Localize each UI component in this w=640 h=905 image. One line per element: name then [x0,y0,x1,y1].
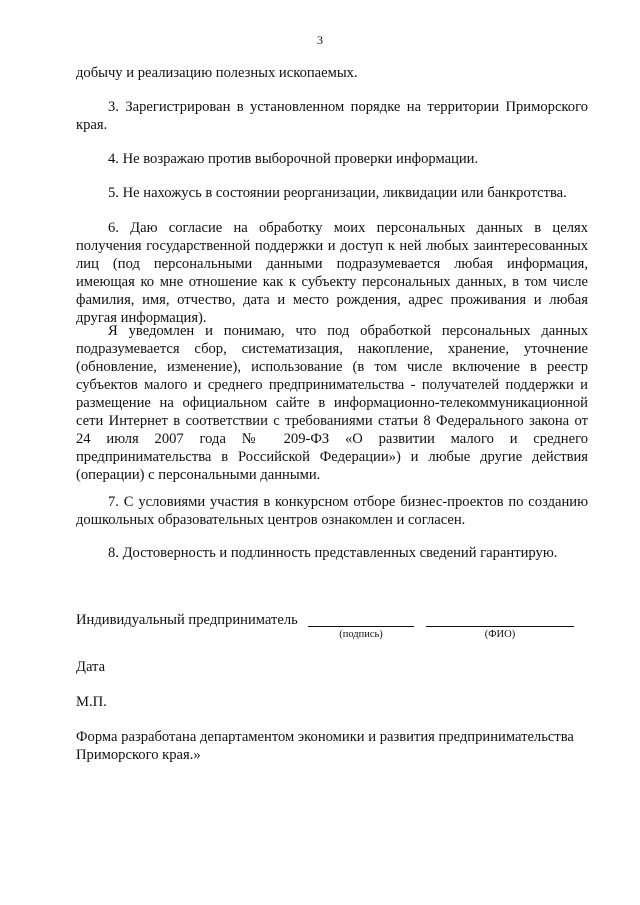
continuation-text: добычу и реализацию полезных ископаемых. [76,65,358,81]
name-line [426,626,574,627]
item-5: 5. Не нахожусь в состоянии реорганизации, ликвидации или банкротства. [108,185,567,201]
item-8: 8. Достоверность и подлинность представленных сведений гарантирую. [108,545,558,561]
item-3: 3. Зарегистрирован в установленном порядке на территории Приморского края. [76,99,588,133]
name-caption: (ФИО) [484,629,516,640]
signature-label: Индивидуальный предприниматель [76,612,298,628]
item-6: 6. Даю согласие на обработку моих персональных данных в целях получения государственной поддержки и доступ к ней любых заинтересованных лиц (под персональными данными подразумевается любая информация, имеющая ко мне отношение как к субъекту персональных данных, в том числе фамилия, имя, отчество, дата и место рождения, адрес проживания и любая другая информация). [76,220,588,326]
item-7: 7. С условиями участия в конкурсном отборе бизнес-проектов по созданию дошкольных образовательных центров ознакомлен и согласен. [76,494,588,528]
date-label: Дата [76,659,106,675]
page-number: 3 [317,33,323,47]
footer-note: Форма разработана департаментом экономики и развития предпринимательства Приморского края.» [76,729,574,763]
seal-label: М.П. [76,694,107,710]
item-4: 4. Не возражаю против выборочной проверки информации. [108,151,479,167]
signature-caption: (подпись) [339,629,383,640]
signature-line [308,626,414,627]
item-6-notice: Я уведомлен и понимаю, что под обработкой персональных данных подразумевается сбор, систематизация, накопление, хранение, уточнение (обновление, изменение), использование (в том числе включение в реестр субъектов малого и среднего предпринимательства - получателей поддержки и размещение на официальном сайте в информационно-телекоммуникационной сети Интернет в соответствии с требованиями статьи 8 Федерального закона от 24 июля 2007 года № 209-ФЗ «О развитии малого и среднего предпринимательства в Российской Федерации») и любые другие действия (операции) с персональными данными. [76,323,588,483]
signature-row [76,612,588,652]
